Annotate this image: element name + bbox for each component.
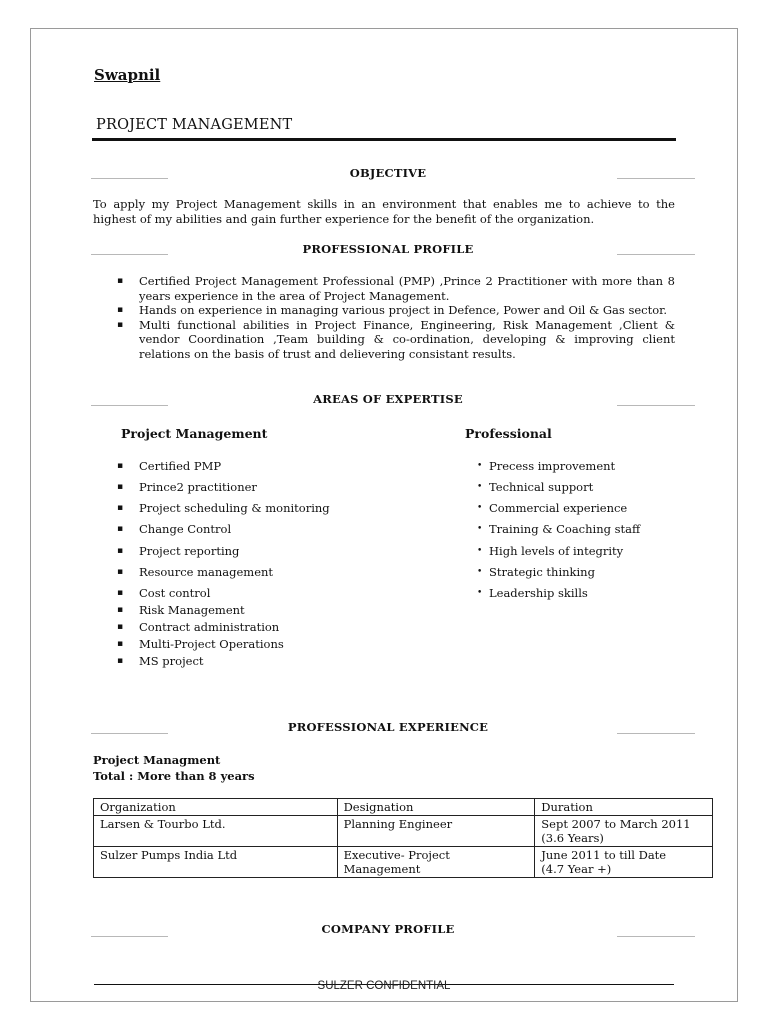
list-item: ▪ Cost control [117, 586, 211, 600]
list-item: ▪ Multi-Project Operations [117, 637, 284, 651]
list-item: ▪ Multi functional abilities in Project Finance, Engineering, Risk Management ,Client & vendor Coordination ,Team building & co-ordination, developing & improving client relations on the basis of trust and delievering consistant results. [117, 317, 675, 361]
list-item: • Training & Coaching staff [477, 522, 641, 536]
bullet-icon: • [477, 524, 483, 534]
list-item: ▪ Project reporting [117, 544, 240, 558]
company-heading: COMPANY PROFILE [321, 922, 455, 936]
bullet-icon: ▪ [117, 567, 124, 577]
bullet-icon: • [477, 588, 483, 598]
table-cell: Executive- Project Management [337, 847, 535, 878]
table-row [94, 816, 713, 847]
column-header: Organization [94, 799, 338, 816]
bullet-icon: • [477, 482, 483, 492]
list-item: ▪ Prince2 practitioner [117, 480, 257, 494]
list-item: ▪ Change Control [117, 522, 232, 536]
bullet-icon: ▪ [117, 503, 124, 513]
section-rule-right [617, 936, 695, 937]
list-item: • Commercial experience [477, 501, 628, 515]
expertise-left-list [117, 459, 419, 671]
column-header: Duration [535, 799, 713, 816]
footer-text: SULZER CONFIDENTIAL [317, 980, 451, 992]
bullet-icon: • [477, 546, 483, 556]
table-cell: Larsen & Tourbo Ltd. [94, 816, 338, 847]
bullet-icon: ▪ [117, 605, 124, 615]
bullet-icon: • [477, 503, 483, 513]
bullet-icon: ▪ [117, 319, 124, 330]
bullet-icon: • [477, 461, 483, 471]
bullet-icon: ▪ [117, 546, 124, 556]
profile-list [117, 274, 675, 362]
bullet-icon: ▪ [117, 461, 124, 471]
objective-heading: OBJECTIVE [349, 166, 427, 180]
experience-table [93, 798, 713, 878]
candidate-name: Swapnil [94, 66, 161, 84]
table-cell: Sulzer Pumps India Ltd [94, 847, 338, 878]
table-cell: Sept 2007 to March 2011 (3.6 Years) [535, 816, 713, 847]
table-row [94, 847, 713, 878]
experience-total: Total : More than 8 years [93, 769, 255, 783]
bullet-icon: ▪ [117, 305, 124, 316]
list-item: ▪ Certified Project Management Professional (PMP) ,Prince 2 Practitioner with more than 8 years experience in the area of Project Management. [117, 274, 675, 303]
expertise-left-heading: Project Management [121, 426, 268, 441]
experience-heading: PROFESSIONAL EXPERIENCE [287, 720, 489, 734]
section-rule-left [91, 936, 168, 937]
bullet-icon: ▪ [117, 656, 124, 666]
objective-text: To apply my Project Management skills in an environment that enables me to achieve to the highest of my abilities and gain further experience for the benefit of the organization. [93, 197, 675, 226]
bullet-icon: ▪ [117, 588, 124, 598]
bullet-icon: ▪ [117, 276, 124, 286]
bullet-icon: ▪ [117, 482, 124, 492]
list-item: ▪ Project scheduling & monitoring [117, 501, 330, 515]
profile-heading: PROFESSIONAL PROFILE [302, 242, 474, 256]
experience-subheading: Project Managment [93, 753, 221, 767]
expertise-heading: AREAS OF EXPERTISE [313, 392, 463, 406]
list-item: ▪ Certified PMP [117, 459, 222, 473]
list-item: ▪ MS project [117, 654, 204, 668]
list-item: • Leadership skills [477, 586, 588, 600]
list-item: • Strategic thinking [477, 565, 595, 579]
list-item: ▪ Contract administration [117, 620, 280, 634]
expertise-right-heading: Professional [465, 426, 552, 441]
resume-title: PROJECT MANAGEMENT [96, 117, 293, 133]
title-divider [92, 138, 676, 141]
expertise-right-list [477, 459, 689, 603]
bullet-icon: ▪ [117, 524, 124, 534]
bullet-icon: ▪ [117, 622, 124, 632]
list-item: • High levels of integrity [477, 544, 624, 558]
table-cell: Planning Engineer [337, 816, 535, 847]
table-header-row [94, 799, 713, 816]
column-header: Designation [337, 799, 535, 816]
list-item: ▪ Hands on experience in managing various project in Defence, Power and Oil & Gas sector. [117, 303, 668, 318]
table-cell: June 2011 to till Date (4.7 Year +) [535, 847, 713, 878]
bullet-icon: • [477, 567, 483, 577]
list-item: ▪ Risk Management [117, 603, 245, 617]
list-item: ▪ Resource management [117, 565, 274, 579]
list-item: • Precess improvement [477, 459, 616, 473]
bullet-icon: ▪ [117, 639, 124, 649]
list-item: • Technical support [477, 480, 594, 494]
